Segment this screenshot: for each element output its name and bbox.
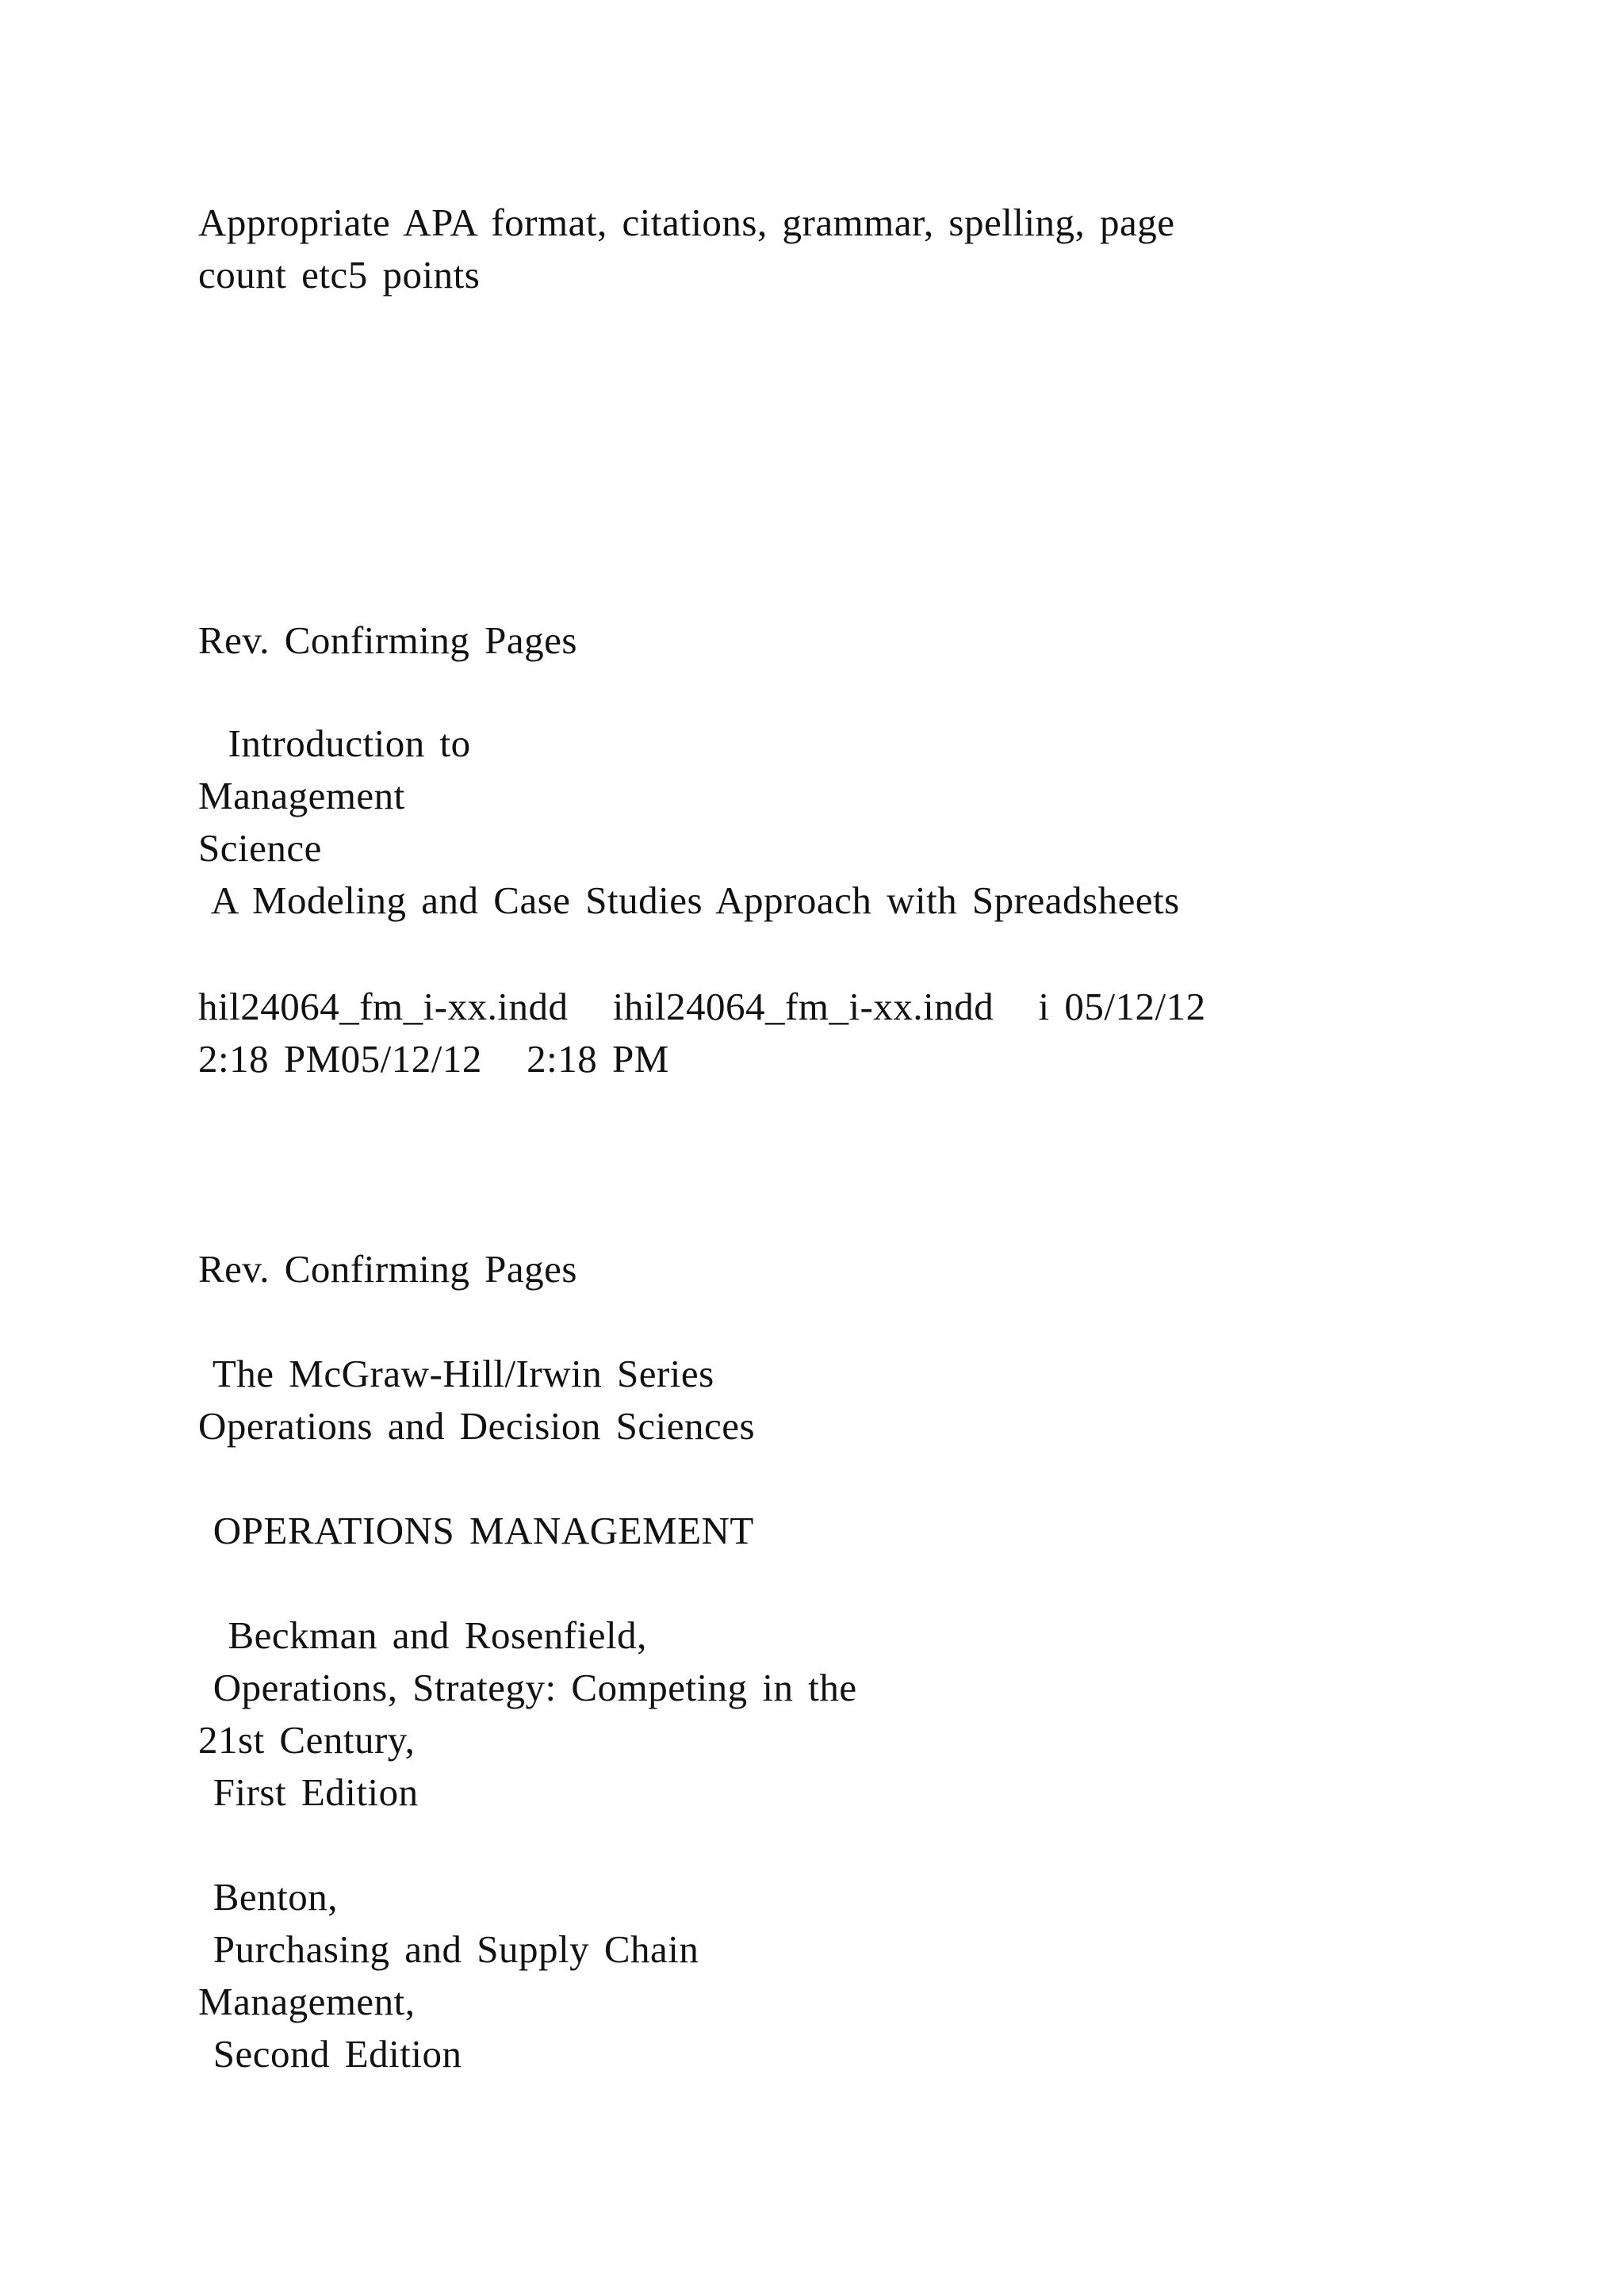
- series-title: The McGraw-Hill/Irwin Series: [198, 1352, 714, 1395]
- file-slug-line-2: 2:18 PM05/12/12 2:18 PM: [198, 1037, 669, 1081]
- entry-1-title-line-2: 21st Century,: [198, 1718, 416, 1762]
- entry-2-title-line-1: Purchasing and Supply Chain: [198, 1927, 699, 1971]
- book-title-line-2: Management: [198, 774, 405, 817]
- entry-2-authors: Benton,: [198, 1875, 339, 1919]
- entry-2-edition: Second Edition: [198, 2032, 462, 2076]
- file-slug-line-1: hil24064_fm_i-xx.indd ihil24064_fm_i-xx.indd i 05/12/12: [198, 985, 1206, 1028]
- book-subtitle: A Modeling and Case Studies Approach with Spreadsheets: [198, 878, 1180, 922]
- entry-1-title-line-1: Operations, Strategy: Competing in the: [198, 1666, 857, 1709]
- page-header-2: Rev. Confirming Pages: [198, 1247, 577, 1291]
- entry-2-title-line-2: Management,: [198, 1980, 416, 2023]
- section-heading: OPERATIONS MANAGEMENT: [198, 1509, 754, 1552]
- series-subtitle: Operations and Decision Sciences: [198, 1404, 756, 1448]
- entry-1-edition: First Edition: [198, 1770, 419, 1814]
- entry-1-authors: Beckman and Rosenfield,: [198, 1613, 647, 1657]
- rubric-line-2: count etc5 points: [198, 253, 481, 297]
- book-title-line-3: Science: [198, 826, 322, 870]
- page-header-1: Rev. Confirming Pages: [198, 618, 577, 662]
- rubric-line-1: Appropriate APA format, citations, grammar, spelling, page: [198, 201, 1175, 244]
- book-title-line-1: Introduction to: [198, 721, 471, 765]
